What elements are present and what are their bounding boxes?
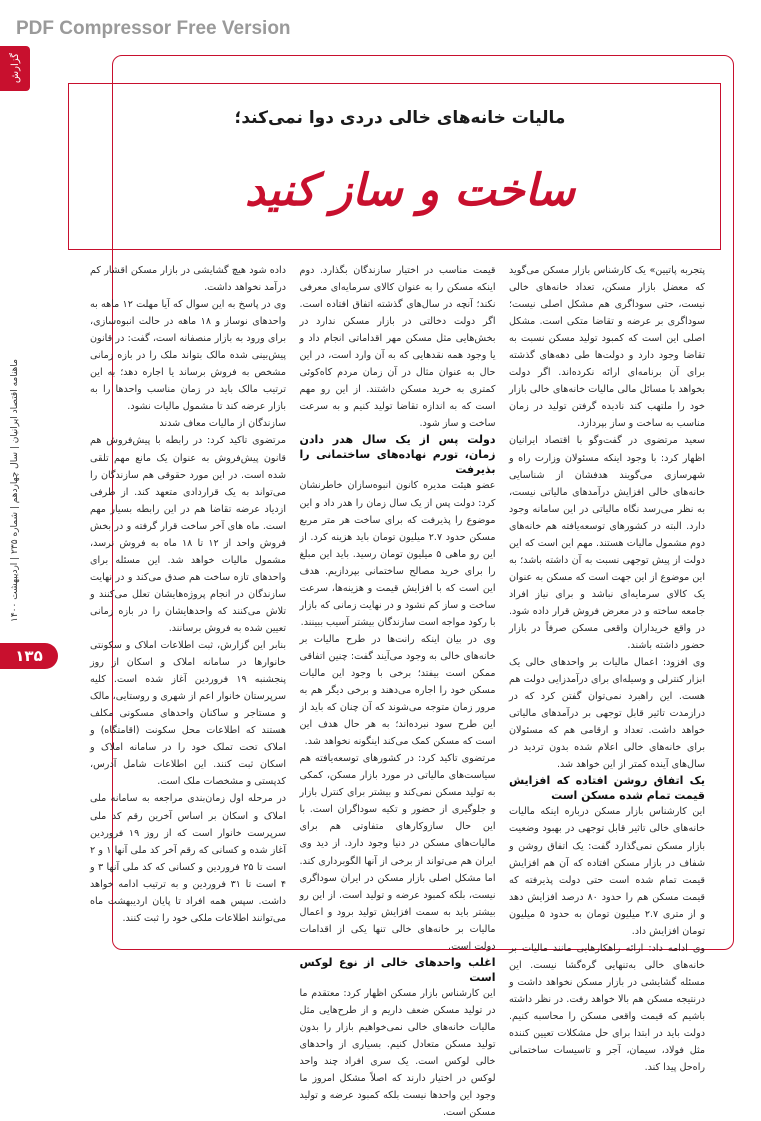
paragraph: پتجربه پاتیین» یک کارشناس بازار مسکن می‌گوید که معضل بازار مسکن، تعداد خانه‌های خالی نیست، حتی سوداگری هم مشکل اصلی نیست؛ سوداگری بر عرضه و تقاضا متکی است. مشکل اصلی این است که کمبود تولید مسکن نسبت به تقاضا وجود دارد و دولت‌ها طی دهه‌های گذشته برای آن برنامه‌ای ارائه نکرده‌اند. اگر دولت بخواهد با مسائل مالی مالیات خانه‌های خالی بازار خود را ملتهب کند نادیده گرفتن تولید در زمان مناسب به ساخت و ساز بپردازد. xyxy=(509,265,705,430)
paragraph: عضو هیئت مدیره کانون انبوه‌سازان خاطرنشان کرد: دولت پس از یک سال زمان را هدر داد و این موضوع را پذیرفت که برای ساخت هر متر مربع مسکن حدود ۲.۷ میلیون تومان باید هزینه کرد. از این رو ماهی ۵ میلیون تومان رسید. باید این مبلغ را برای خرید مصالح ساختمانی بپردازیم. هدف این است که با افزایش قیمت و هزینه‌ها، سرعت ساخت و ساز کم نشود و در نهایت زمانی که بازار با رکود مواجه است سازندگان بیشتر آسیب ببینند. xyxy=(299,480,496,628)
watermark-text: PDF Compressor Free Version xyxy=(16,18,291,39)
paragraph: بنابر این گزارش، ثبت اطلاعات املاک و سکونتی خانوارها در سامانه املاک و اسکان از روز پنجشنبه ۱۹ فروردین آغاز شده است. کلیه سرپرستان خانوار اعم از شهری و روستایی، مالک و مستاجر و ساکنان واحدهای مسکونی مکلف هستند که اطلاعات محل سکونت (اقامتگاه) و املاک تحت تملک خود را در سامانه املاک و اسکان ثبت کنند. این اطلاعات شامل آدرس، کدپستی و مشخصات ملک است. xyxy=(90,640,286,788)
column-left xyxy=(90,262,286,977)
article-body xyxy=(90,262,706,1119)
subheading: یک اتفاق روشن افتاده که افزایش قیمت تمام شده مسکن است xyxy=(509,774,705,803)
article-title: ساخت و ساز کنید xyxy=(245,165,575,216)
journal-info-text: ماهنامه اقتصاد ایرانیان | سال چهاردهم | شماره ۲۳۵ | اردیبهشت ۱۴۰۰ xyxy=(10,358,20,622)
paragraph: سازندگان از مالیات معاف شدند xyxy=(159,418,286,430)
journal-info xyxy=(4,358,26,622)
paragraph: مرتضوی تاکید کرد: در کشورهای توسعه‌یافته هم سیاست‌های مالیاتی در مورد بازار مسکن، کمکی به تولید مسکن نمی‌کند و بیشتر برای کنترل بازار و جلوگیری از حضور و تکیه سوداگران است. با این حال سازوکارهای متفاوتی هم برای مالیات‌های مسکن در دنیا وجود دارد. از دید وی ایران هم می‌تواند از برخی از آنها الگوبرداری کند. اما مشکل اصلی بازار مسکن در ایران سوداگری نیست، بلکه کمبود عرضه و تولید است. از این رو بیشتر باید به سمت افزایش تولید برود و اعمال مالیات بر خانه‌های خالی تنها یکی از اقدامات دولت است. xyxy=(299,753,496,952)
subheading: اغلب واحدهای خالی از نوع لوکس است xyxy=(299,955,496,984)
column-middle xyxy=(299,262,496,1119)
paragraph: این کارشناس بازار مسکن درباره اینکه مالیات خانه‌های خالی تاثیر قابل توجهی در بهبود وضعیت بازار مسکن نمی‌گذارد گفت: یک اتفاق روشن و شفاف در بازار مسکن افتاده که آن هم افزایش قیمت تمام شده است حتی دولت پذیرفته که قیمت مسکن هم را حدود ۸۰ درصد افزایش دهد و از متری ۲.۷ میلیون تومان به حدود ۵ میلیون تومان افزایش داد. xyxy=(509,806,706,937)
section-tab xyxy=(0,46,30,91)
subheading: دولت پس از یک سال هدر دادن زمان، تورم نهاده‌های ساختمانی را بذیرفت xyxy=(299,433,496,477)
paragraph: سعید مرتضوی در گفت‌وگو با اقتصاد ایرانیان اظهار کرد: با وجود اینکه مسئولان وزارت راه و شهرسازی می‌گویند هدفشان از شناسایی خانه‌های خالی افزایش درآمدهای مالیاتی نیست، به نظر می‌رسد نگاه مالیاتی در این سامانه وجود دارد. البته در کشورهای توسعه‌یافته هم خانه‌های دوم مشمول مالیات هستند. مهم این است که این دولت از پیش توجهی نسبت به آن داشته باشد؛ به این موضوع از این جهت است که مسکن به عنوان یک کالای سرمایه‌ای نباشد و برای نیاز افراد جامعه ساخته و در معرض فروش قرار داده شود. در واقع خریداران واقعی مسکن صرفاً در بازار حضور داشته باشند. xyxy=(509,435,705,652)
paragraph: قیمت مناسب در اختیار سازندگان بگذارد. دوم اینکه مسکن را به عنوان کالای سرمایه‌ای معرفی نکند؛ آنچه در سال‌های گذشته اتفاق افتاده است. اگر دولت دخالتی در بازار مسکن ندارد در بخش‌هایی مثل مسکن مهر اقداماتی انجام داد و یا وجود همه نقدهایی که به آن وارد است، در این حال به عنوان مثال در آن زمان مردم کاه‌کوئی کمتری به خرید مسکن داشتند. از این رو مهم است که به اندازه تقاضا تولید کنیم و به سرعت ساخت و ساز شود. xyxy=(299,265,496,430)
paragraph: مرتضوی تاکید کرد: در رابطه با پیش‌فروش هم قانون پیش‌فروش به عنوان یک مانع مهم تلقی شده است. در این مورد حقوقی هم سازندگان را می‌تواند به یک قراردادی متعهد کند. از طرفی ازدیاد عرضه تقاضا هم در این رابطه بسیار مهم است. ماه های آخر ساخت قرار گرفته و در بخش فروش واحد از ۱۲ تا ۱۸ ماه به فروش نرسد، مشمول مالیات خواهد شد. این مسئله برای واحدهای تازه ساخت هم صدق می‌کند و در نهایت سازندگان در انجام پروژه‌هایشان تعلل می‌کنند و تلاش می‌کنند که واحدهایشان را در بازه زمانی تعیین شده به فروش برسانند. xyxy=(90,435,286,634)
page-number: ۱۳۵ xyxy=(0,643,58,669)
column-right xyxy=(509,262,706,1074)
paragraph: داده شود هیچ گشایشی در بازار مسکن اقشار کم درآمد نخواهد داشت. xyxy=(90,265,286,294)
paragraph: این کارشناس بازار مسکن اظهار کرد: معتقدم ما در تولید مسکن ضعف داریم و از طرح‌هایی مثل مالیات خانه‌های خالی نمی‌خواهیم بازار را بدون تولید مسکن متعادل کنیم. بسیاری از واحدهای خالی لوکس است. یک سری افراد چند واحد لوکس در اختیار دارند که اصلاً مشکل امروز ما وجود این واحدها نیست بلکه کمبود عرضه و تولید مسکن است. xyxy=(299,987,496,1119)
paragraph: وی ادامه داد: ارائه راهکارهایی مانند مالیات بر خانه‌های خالی به‌تنهایی گره‌گشا نیست. این مسئله گشایشی در بازار مسکن نخواهد داشت و درنتیجه مسکن هم بالا خواهد رفت. در نظر داشته باشیم که قیمت واقعی مسکن را محاسبه کنیم. دولت باید در ابتدا برای حل مشکلات تعیین کننده مثل فولاد، سیمان، آجر و تاسیسات ساختمانی راه‌حل پیدا کند. xyxy=(509,942,705,1074)
paragraph: وی در بیان اینکه رانت‌ها در طرح مالیات بر خانه‌های خالی به وجود می‌آیند گفت: چنین اتفاقی ممکن است بیفتد؛ برخی با وجود این مالیات مسکن خود را اجاره می‌دهند و برخی دیگر هم به مرور زمان متوجه می‌شوند که آن چنان که باید از این طرح سود نبرده‌اند؛ به هر حال هدف این است که مسکن کمک می‌کند اینگونه نخواهد شد. xyxy=(299,633,496,748)
section-tab-label: گزارش xyxy=(9,53,21,84)
paragraph: در مرحله اول زمان‌بندی مراجعه به سامانه ملی املاک و اسکان بر اساس آخرین رقم کد ملی سرپرست خانوار است که از روز ۱۹ فروردین آغاز شده و کسانی که رقم آخر کد ملی آنها ۱ و ۲ است تا ۲۵ فروردین و کسانی که کد ملی آنها ۳ و ۴ است تا ۳۱ فروردین و به ترتیب ادامه خواهد داشت. سپس همه افراد تا پایان اردیبهشت ماه می‌توانند اطلاعات ملکی خود را ثبت کنند. xyxy=(90,793,286,924)
headline: مالیات خانه‌های خالی دردی دوا نمی‌کند؛ xyxy=(234,108,566,128)
paragraph: وی در پاسخ به این سوال که آیا مهلت ۱۲ ماهه به واحدهای نوساز و ۱۸ ماهه در حالت انبوه‌سازی، برای ورود به بازار منصفانه است، گفت: در قانون پیش‌بینی شده مالک بتواند ملک را در بازه زمانی مشخص به فروش برساند یا اجاره دهد؛ به این ترتیب مالک باید در زمان مناسب واحدها را به بازار عرضه کند تا مشمول مالیات نشود. xyxy=(90,299,287,413)
paragraph: وی افزود: اعمال مالیات بر واحدهای خالی یک ابزار کنترلی و وسیله‌ای برای درآمدزایی دولت هم هست. این راهبرد نمی‌توان گفتن کرد که در درازمدت تاثیر قابل توجهی بر درآمدهای مالیاتی خواهد داشت. تعداد و ارقامی هم که مسئولان برای خانه‌های خالی اعلام شده بدون تردید در سال‌های آینده کمتر از این خواهد شد. xyxy=(509,657,705,771)
